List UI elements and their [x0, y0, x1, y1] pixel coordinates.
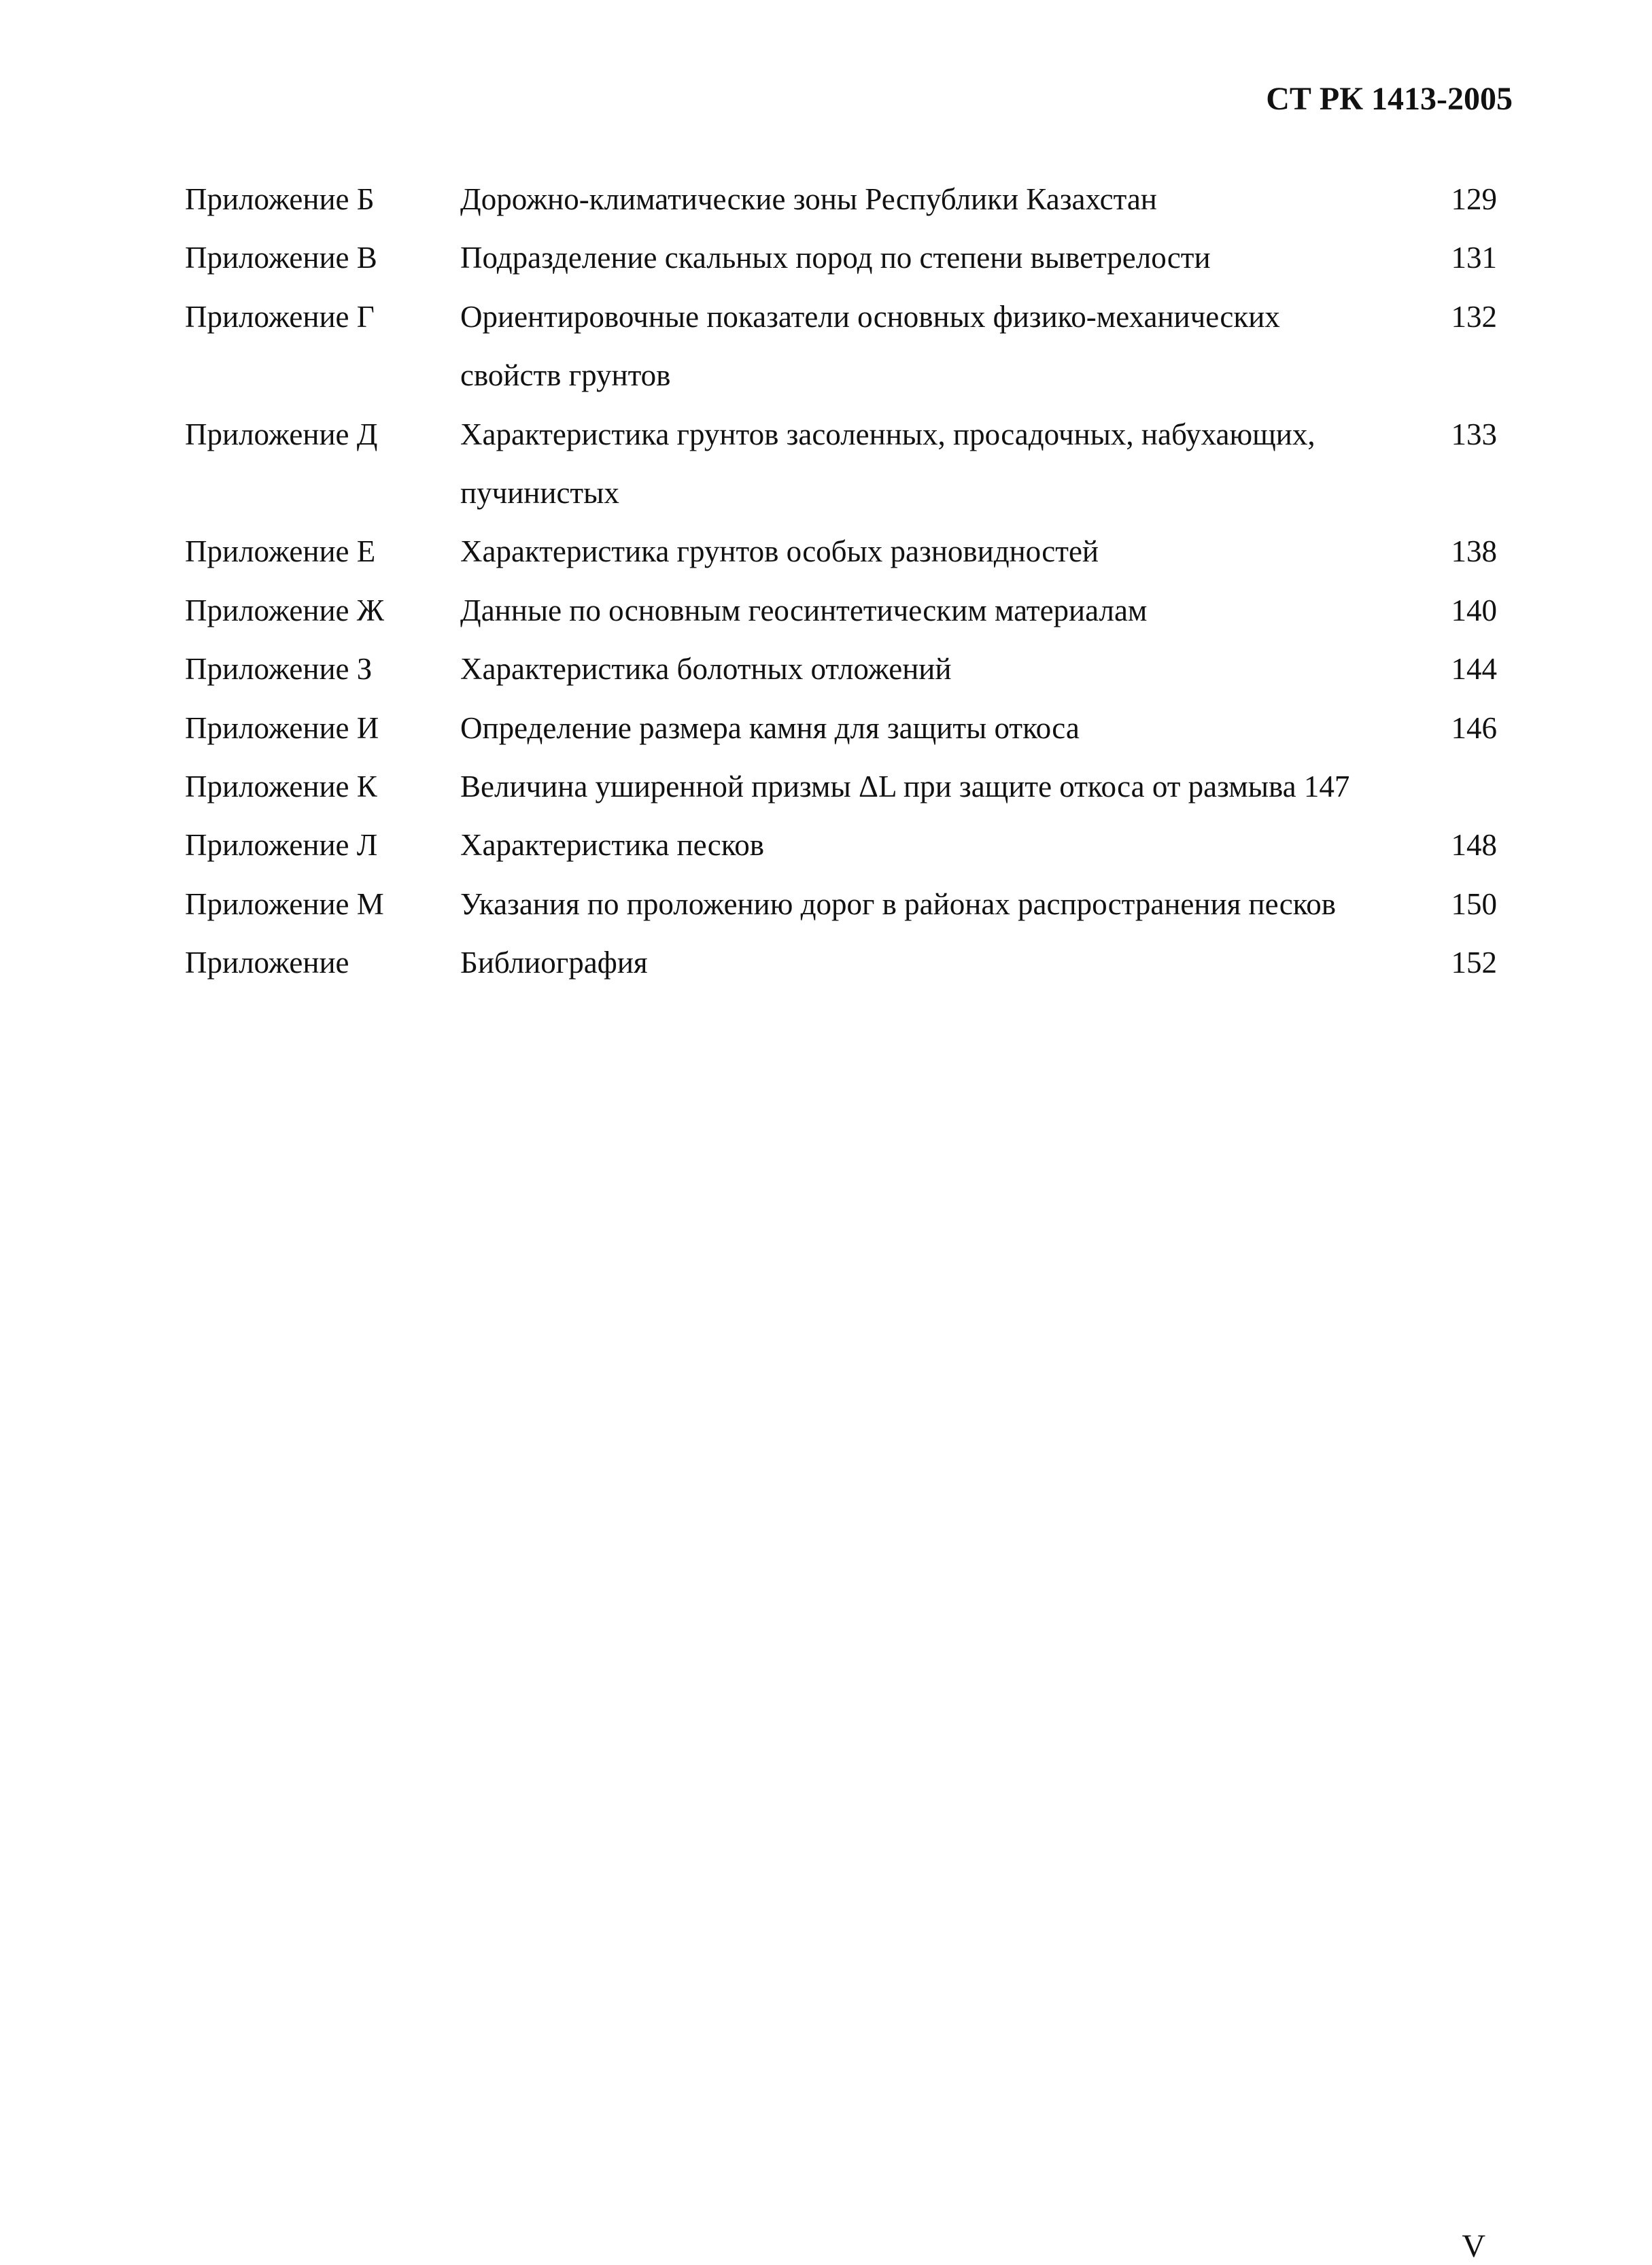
toc-entry [185, 170, 1497, 228]
toc-entry-title: Характеристика болотных отложений [460, 652, 952, 687]
toc-entry-title: Указания по проложению дорог в районах распространения песков [460, 886, 1336, 921]
toc-entry-page: 147 [1303, 770, 1350, 804]
toc-entry-label: Приложение [185, 946, 349, 980]
toc-entry [185, 405, 1497, 523]
table-of-contents [185, 170, 1497, 992]
toc-entry-title: Величина уширенной призмы ΔL при защите откоса от размыва [460, 770, 1296, 804]
toc-entry-label: Приложение Д [185, 417, 378, 451]
page-number: V [1462, 2228, 1485, 2264]
toc-entry [185, 640, 1497, 698]
toc-entry-label: Приложение И [185, 710, 379, 745]
toc-entry-title: Характеристика грунтов засоленных, просадочных, набухающих, пучинистых [460, 417, 1315, 511]
toc-entry [185, 757, 1497, 816]
toc-entry-page: 131 [1451, 241, 1497, 275]
toc-entry [185, 933, 1497, 992]
toc-entry-label: Приложение Л [185, 828, 378, 863]
toc-entry-page: 132 [1451, 299, 1497, 334]
toc-entry-label: Приложение К [185, 770, 377, 804]
toc-entry [185, 875, 1497, 933]
toc-entry-title: Данные по основным геосинтетическим материалам [460, 593, 1148, 627]
toc-entry-label: Приложение В [185, 241, 377, 275]
toc-entry-page: 140 [1451, 593, 1497, 627]
toc-entry-title: Подразделение скальных пород по степени выветрелости [460, 241, 1211, 275]
toc-entry-label: Приложение Б [185, 182, 375, 216]
toc-entry-title: Библиография [460, 946, 648, 980]
toc-entry-page: 152 [1451, 946, 1497, 980]
toc-entry [185, 816, 1497, 874]
toc-entry-title: Определение размера камня для защиты откоса [460, 710, 1080, 745]
toc-entry-title: Характеристика песков [460, 828, 765, 863]
toc-entry-page: 148 [1451, 828, 1497, 863]
toc-entry-page: 129 [1451, 182, 1497, 216]
toc-entry-label: Приложение З [185, 652, 373, 687]
toc-entry [185, 288, 1497, 405]
document-code: СТ РК 1413-2005 [1266, 81, 1513, 117]
toc-entry-label: Приложение Ж [185, 593, 385, 627]
toc-entry [185, 699, 1497, 757]
toc-entry-page: 144 [1451, 652, 1497, 687]
toc-entry-label: Приложение Г [185, 299, 375, 334]
toc-entry [185, 228, 1497, 287]
toc-entry-title: Характеристика грунтов особых разновидностей [460, 534, 1099, 569]
toc-entry [185, 581, 1497, 640]
toc-entry-label: Приложение М [185, 886, 384, 921]
toc-entry-page: 133 [1451, 417, 1497, 451]
toc-entry-page: 146 [1451, 710, 1497, 745]
toc-entry-page: 150 [1451, 886, 1497, 921]
toc-entry-title-with-page [460, 757, 1497, 816]
toc-entry [185, 522, 1497, 581]
toc-entry-label: Приложение Е [185, 534, 376, 569]
toc-entry-title: Дорожно-климатические зоны Республики Казахстан [460, 182, 1157, 216]
toc-entry-page: 138 [1451, 534, 1497, 569]
toc-entry-title: Ориентировочные показатели основных физико-механических свойств грунтов [460, 299, 1280, 393]
